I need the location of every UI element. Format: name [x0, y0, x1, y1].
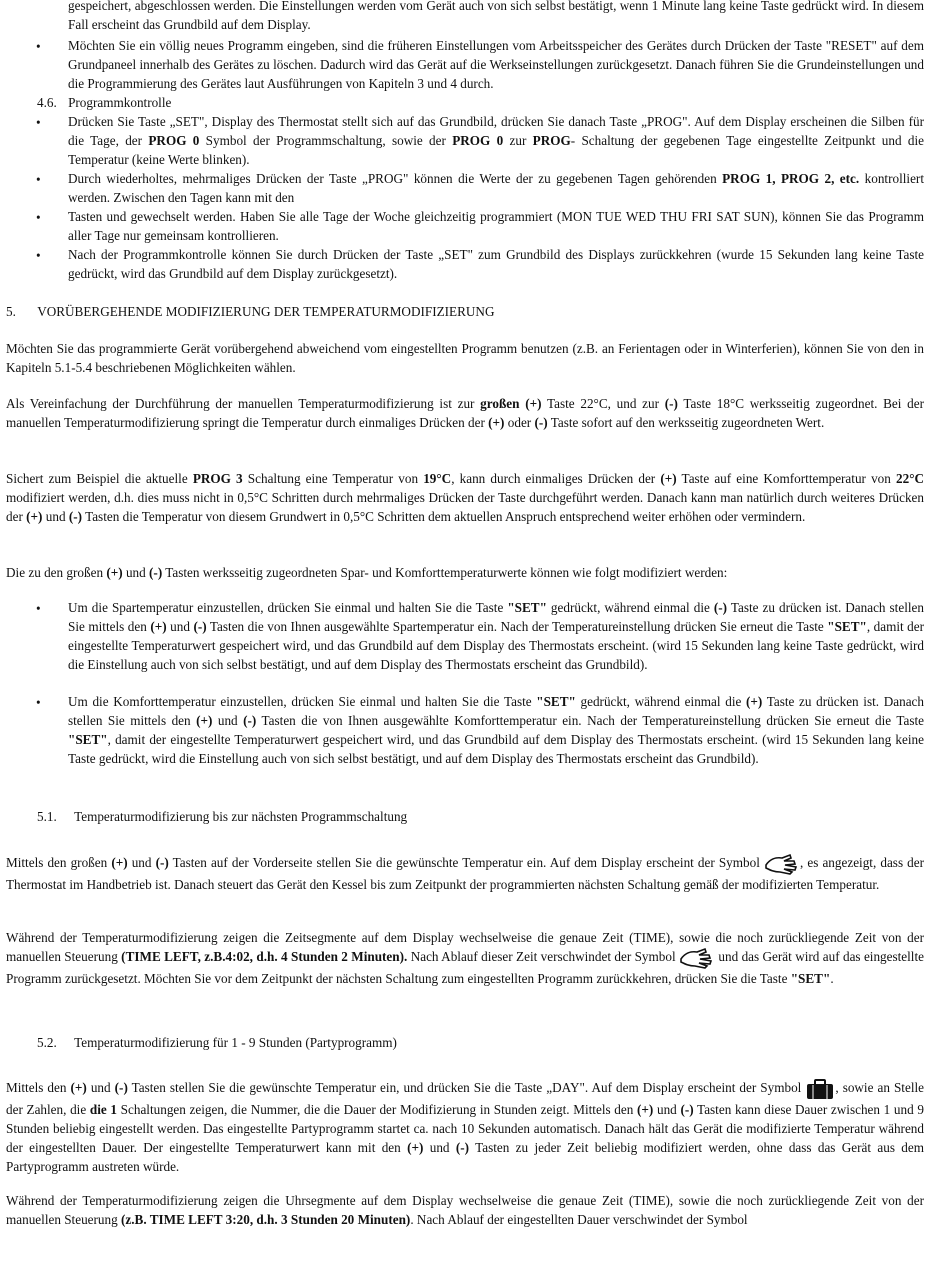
paragraph-manual-mode: Mittels den großen (+) und (-) Tasten auf der Vorderseite stellen Sie die gewünschte Temperatur ein. Auf dem Display erscheint der Symbol , es angezeigt, dass der Thermostat im Handbetrieb ist. Danach steuert das Gerät den Kessel bis zum Zeitpunkt der programmierten nächsten Schaltung gemäß der modifizierten Temperatur.	[6, 853, 924, 894]
paragraph-example: Sichert zum Beispiel die aktuelle PROG 3 Schaltung eine Temperatur von 19°C, kann durch einmaliges Drücken der (+) Taste auf eine Komforttemperatur von 22°C modifiziert werden, d.h. dies muss nicht in 0,5°C Schritten durch mehrmaliges Drücken der Taste durchgeführt werden. Danach kann man natürlich durch weiteres Drücken der (+) und (-) Tasten die Temperatur von diesem Grundwert in 0,5°C Schritten dem aktuellen Anspruch entsprechend weiter erhöhen oder vermindern.	[6, 471, 924, 524]
section-number: 4.6.	[37, 95, 57, 110]
section-4-6-heading	[37, 93, 171, 112]
section-number: 5.2.	[37, 1035, 57, 1050]
bullet-reset: Möchten Sie ein völlig neues Programm eingeben, sind die früheren Einstellungen vom Arbeitsspeicher des Gerätes durch Drücken der Taste "RESET" auf dem Grundpaneel innerhalb des Gerätes zu löschen. Dadurch wird das Gerät auf die Werkseinstellungen zurückgesetzt. Danach führen Sie die Grundeinstellungen und die Programmierung des Gerätes laut Ausführungen von Kapiteln 3 und 4 durch.	[68, 38, 924, 91]
hand-icon	[679, 947, 715, 969]
section-title: VORÜBERGEHENDE MODIFIZIERUNG DER TEMPERATURMODIFIZIERUNG	[37, 304, 495, 319]
bullet: •	[36, 248, 41, 263]
paragraph-intro: Möchten Sie das programmierte Gerät vorübergehend abweichend vom eingestellten Programm benutzen (z.B. an Ferientagen oder in Winterferien), können Sie von den in Kapiteln 5.1-5.4 beschriebenen Möglichkeiten wählen.	[6, 341, 924, 375]
bullet-prog-check-3: Tasten und gewechselt werden. Haben Sie alle Tage der Woche gleichzeitig programmiert (MON TUE WED THU FRI SAT SUN), können Sie das Programm aller Tage nur gemeinsam kontrollieren.	[68, 209, 924, 243]
bullet-komforttemperatur: Um die Komforttemperatur einzustellen, drücken Sie einmal und halten Sie die Taste "SET" gedrückt, während einmal die (+) Taste zu drücken ist. Danach stellen Sie mittels den (+) und (-) Tasten die von Ihnen ausgewählte Komforttemperatur ein. Nach der Temperatureinstellung drücken Sie erneut die Taste "SET", damit der eingestellte Temperaturwert gespeichert wird, und das Grundbild auf dem Display des Thermostats erscheint. (wird 15 Sekunden lang keine Taste gedrückt, wird die Einstellung auch von sich selbst bestätigt, und auf dem Display des Thermostats erscheint das Grundbild).	[68, 694, 924, 766]
section-title: Temperaturmodifizierung für 1 - 9 Stunden (Partyprogramm)	[74, 1035, 397, 1050]
bullet-spartemperatur: Um die Spartemperatur einzustellen, drücken Sie einmal und halten Sie die Taste "SET" gedrückt, während einmal die (-) Taste zu drücken ist. Danach stellen Sie mittels den (+) und (-) Tasten die von Ihnen ausgewählte Spartemperatur ein. Nach der Temperatureinstellung drücken Sie erneut die Taste "SET", damit der eingestellte Temperaturwert gespeichert wird, und das Grundbild auf dem Display des Thermostats erscheint. (wird 15 Sekunden lang keine Taste gedrückt, wird die Einstellung auch von sich selbst bestätigt, und auf dem Display des Thermostats erscheint das Grundbild).	[68, 600, 925, 672]
suitcase-icon	[805, 1078, 835, 1100]
bullet: •	[36, 39, 41, 54]
section-number: 5.	[6, 304, 16, 319]
hand-icon	[764, 853, 800, 875]
bullet: •	[36, 115, 41, 130]
bullet: •	[36, 210, 41, 225]
bullet-prog-check-4: Nach der Programmkontrolle können Sie durch Drücken der Taste „SET" zum Grundbild des Displays zurückkehren (wurde 15 Sekunden lang keine Taste gedrückt, wird das Grundbild auf dem Display zurückgesetzt).	[68, 247, 924, 281]
section-5-1-heading	[37, 807, 407, 826]
paragraph-party-time-left: Während der Temperaturmodifizierung zeigen die Uhrsegmente auf dem Display wechselweise die genaue Zeit (TIME), sowie die noch zurückliegende Zeit von der manuellen Steuerung (z.B. TIME LEFT 3:20, d.h. 3 Stunden 20 Minuten). Nach Ablauf der eingestellten Dauer verschwindet der Symbol	[6, 1193, 924, 1227]
paragraph-party-program: Mittels den (+) und (-) Tasten stellen Sie die gewünschte Temperatur ein, und drücken Sie die Taste „DAY". Auf dem Display erscheint der Symbol , sowie an Stelle der Zahlen, die die 1 Schaltungen zeigen, die Nummer, die die Dauer der Modifizierung in Stunden zeigt. Mittels den (+) und (-) Tasten kann diese Dauer zwischen 1 und 9 Stunden beliebig eingestellt werden. Das eingestellte Partyprogramm startet ca. nach 10 Sekunden automatisch. Danach hält das Gerät die modifizierte Temperatur während der eingestellten Dauer. Der eingestellte Temperaturwert kann mit den (+) und (-) Tasten zu jeder Zeit beliebig modifiziert werden, ohne dass das Gerät aus dem Partyprogramm austreten würde.	[6, 1078, 924, 1176]
section-5-heading	[6, 302, 494, 321]
section-title: Temperaturmodifizierung bis zur nächsten Programmschaltung	[74, 809, 408, 824]
section-title: Programmkontrolle	[68, 95, 172, 110]
paragraph-simplification: Als Vereinfachung der Durchführung der manuellen Temperaturmodifizierung ist zur großen (+) Taste 22°C, und zur (-) Taste 18°C werksseitig zugeordnet. Bei der manuellen Temperaturmodifizierung springt die Temperatur durch einmaliges Drücken der (+) oder (-) Taste sofort auf den werksseitig zugeordneten Wert.	[6, 396, 925, 430]
paragraph-time-left: Während der Temperaturmodifizierung zeigen die Zeitsegmente auf dem Display wechselweise die genaue Zeit (TIME), sowie die noch zurückliegende Zeit von der manuellen Steuerung (TIME LEFT, z.B.4:02, d.h. 4 Stunden 2 Minuten). Nach Ablauf dieser Zeit verschwindet der Symbol und das Gerät wird auf das eingestellte Programm zurückgesetzt. Möchten Sie vor dem Zeitpunkt der nächsten Schaltung zum eingestellten Programm zurückkehren, drücken Sie die Taste "SET".	[6, 930, 924, 986]
section-5-2-heading	[37, 1033, 397, 1052]
section-number: 5.1.	[37, 809, 57, 824]
bullet: •	[36, 695, 41, 710]
bullet-prog-check-2: Durch wiederholtes, mehrmaliges Drücken der Taste „PROG" können die Werte der zu gegebenen Tagen gehörenden PROG 1, PROG 2, etc. kontrolliert werden. Zwischen den Tagen kann mit den	[68, 171, 924, 205]
bullet-prog-check-1: Drücken Sie Taste „SET", Display des Thermostat stellt sich auf das Grundbild, drücken Sie danach Taste „PROG". Auf dem Display erscheinen die Silben für die Tage, der PROG 0 Symbol der Programmschaltung, sowie der PROG 0 zur PROG- Schaltung der gegebenen Tage eingestellte Zeitpunkt und die Temperatur (keine Werte blinken).	[68, 114, 924, 167]
continuation-paragraph: gespeichert, abgeschlossen werden. Die Einstellungen werden vom Gerät auch von sich selbst bestätigt, wenn 1 Minute lang keine Taste gedrückt wird. In diesem Fall erscheint das Grundbild auf dem Display.	[68, 0, 924, 32]
bullet: •	[36, 601, 41, 616]
paragraph-modify-intro: Die zu den großen (+) und (-) Tasten werksseitig zugeordneten Spar- und Komforttemperaturwerte können wie folgt modifiziert werden:	[6, 565, 728, 580]
bullet: •	[36, 172, 41, 187]
